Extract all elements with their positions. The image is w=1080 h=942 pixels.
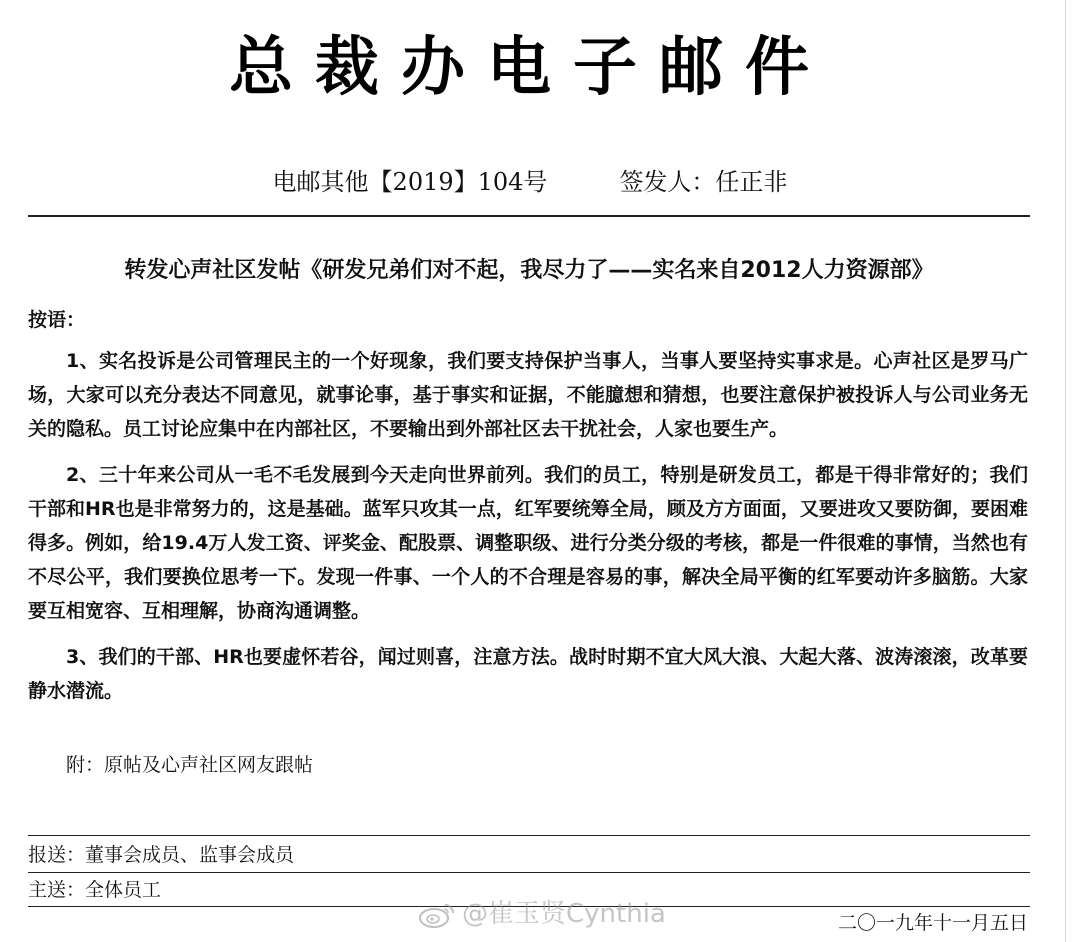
document-date: 二〇一九年十一月五日 — [837, 912, 1028, 934]
header-divider — [28, 215, 1030, 217]
report-to: 报送：董事会成员、监事会成员 — [28, 844, 295, 866]
note-label: 按语： — [28, 309, 86, 331]
document-header — [0, 164, 1060, 200]
reference-number: 电邮其他【2019】104号 — [272, 168, 548, 196]
watermark-text: @崔玉贤Cynthia — [462, 899, 666, 929]
signer: 签发人：任正非 — [619, 168, 788, 196]
document-title: 总裁办电子邮件 — [229, 31, 831, 105]
page-edge-divider — [1065, 0, 1066, 942]
footer-divider-top — [28, 835, 1030, 836]
send-to: 主送：全体员工 — [28, 879, 162, 901]
footer-divider-middle — [28, 872, 1030, 873]
attachment-note: 附：原帖及心声社区网友跟帖 — [66, 754, 314, 776]
email-subject: 转发心声社区发帖《研发兄弟们对不起，我尽力了——实名来自2012人力资源部》 — [124, 258, 934, 283]
body-paragraph-1: 1、实名投诉是公司管理民主的一个好现象，我们要支持保护当事人，当事人要坚持实事求是。心声社区是罗马广场，大家可以充分表达不同意见，就事论事，基于事实和证据，不能臆想和猜想，也要注意保护被投诉人与公司业务无关的隐私。员工讨论应集中在内部社区，不要输出到外部社区去干扰社会，人家也要生产。 — [28, 350, 1028, 440]
weibo-icon — [418, 901, 456, 929]
document-body — [28, 344, 1028, 720]
body-paragraph-2: 2、三十年来公司从一毛不毛发展到今天走向世界前列。我们的员工，特别是研发员工，都是干得非常好的；我们干部和HR也是非常努力的，这是基础。蓝军只攻其一点，红军要统筹全局，顾及方方面面，又要进攻又要防御，要困难得多。例如，给19.4万人发工资、评奖金、配股票、调整职级、进行分类分级的考核，都是一件很难的事情，当然也有不尽公平，我们要换位思考一下。发现一件事、一个人的不合理是容易的事，解决全局平衡的红军要动许多脑筋。大家要互相宽容、互相理解，协商沟通调整。 — [28, 464, 1028, 622]
body-paragraph-3: 3、我们的干部、HR也要虚怀若谷，闻过则喜，注意方法。战时时期不宜大风大浪、大起大落、波涛滚滚，改革要静水潜流。 — [28, 646, 1028, 702]
watermark — [418, 892, 666, 936]
